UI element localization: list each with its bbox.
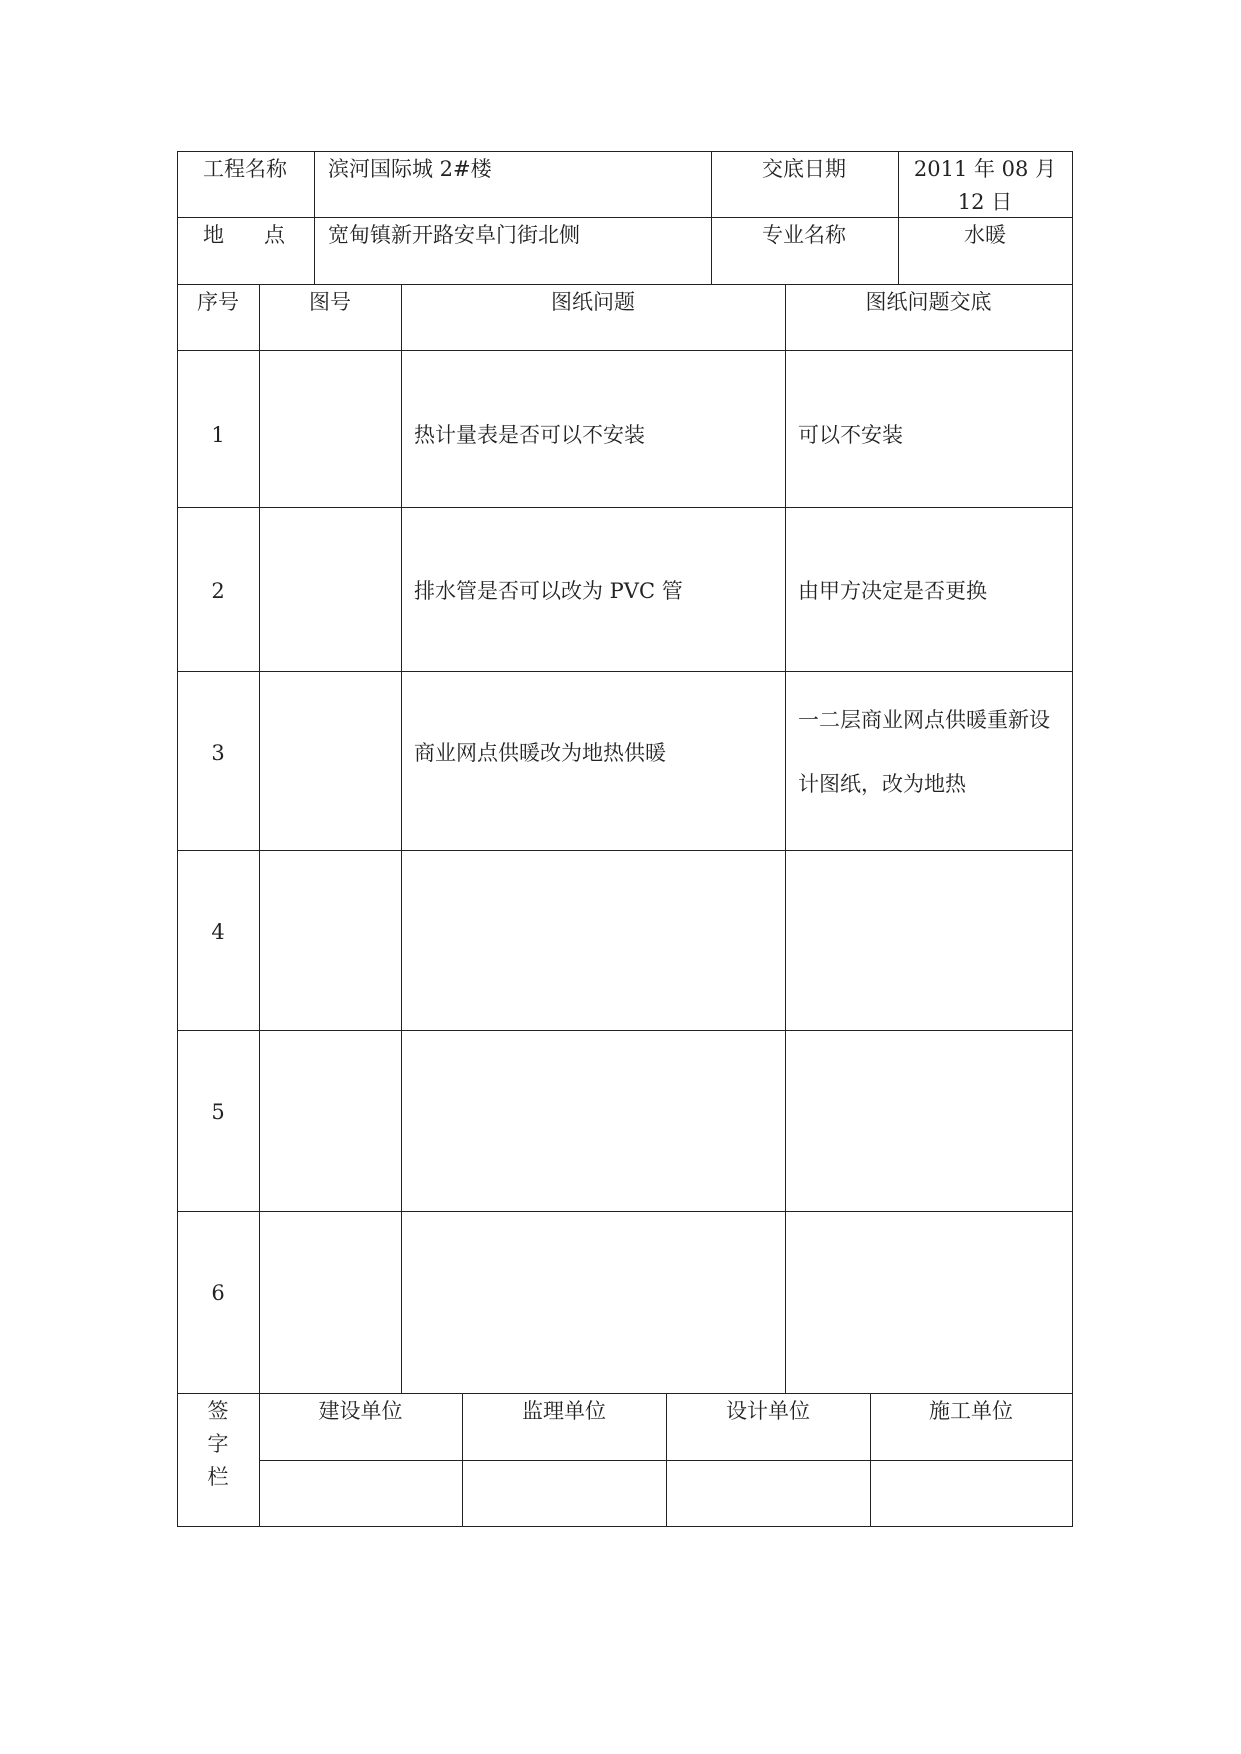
project-name-value: 滨河国际城 2#楼 — [328, 157, 492, 181]
signature-field-construction[interactable] — [260, 1461, 462, 1526]
specialty-label: 专业名称 — [762, 223, 846, 247]
row-seq: 6 — [211, 1281, 225, 1305]
row-answer: 可以不安装 — [798, 423, 903, 447]
row-answer-continued: 计图纸，改为地热 — [798, 772, 966, 796]
signature-label-char: 签 — [207, 1399, 229, 1423]
signature-label-char: 字 — [207, 1432, 229, 1456]
column-header-answer: 图纸问题交底 — [865, 290, 992, 314]
row-issue: 排水管是否可以改为 PVC 管 — [414, 579, 683, 603]
row-seq: 5 — [211, 1100, 225, 1124]
location-label: 地 点 — [203, 223, 286, 247]
column-header-issue: 图纸问题 — [551, 290, 635, 314]
row-seq: 3 — [211, 741, 225, 765]
signature-field-design[interactable] — [667, 1461, 870, 1526]
signature-field-supervision[interactable] — [463, 1461, 666, 1526]
signature-unit-construction: 建设单位 — [318, 1399, 403, 1423]
signature-unit-contractor: 施工单位 — [929, 1399, 1013, 1423]
disclosure-date-value: 2011 年 08 月 — [913, 157, 1057, 181]
disclosure-date-value-day: 12 日 — [957, 190, 1013, 214]
column-header-seq: 序号 — [197, 290, 239, 314]
disclosure-date-label: 交底日期 — [762, 157, 846, 181]
row-seq: 4 — [211, 920, 225, 944]
signature-unit-supervision: 监理单位 — [522, 1399, 606, 1423]
signature-unit-design: 设计单位 — [726, 1399, 810, 1423]
specialty-value: 水暖 — [964, 223, 1006, 247]
row-issue: 热计量表是否可以不安装 — [414, 423, 645, 447]
row-seq: 1 — [211, 423, 225, 447]
row-answer: 一二层商业网点供暖重新设 — [798, 708, 1050, 732]
signature-label-char: 栏 — [207, 1465, 229, 1489]
project-name-label: 工程名称 — [203, 157, 287, 181]
signature-field-contractor[interactable] — [871, 1461, 1072, 1526]
column-header-drawing-no: 图号 — [309, 290, 351, 314]
location-value: 宽甸镇新开路安阜门街北侧 — [328, 223, 580, 247]
row-answer: 由甲方决定是否更换 — [798, 579, 987, 603]
row-seq: 2 — [211, 579, 225, 603]
row-issue: 商业网点供暖改为地热供暖 — [414, 741, 666, 765]
